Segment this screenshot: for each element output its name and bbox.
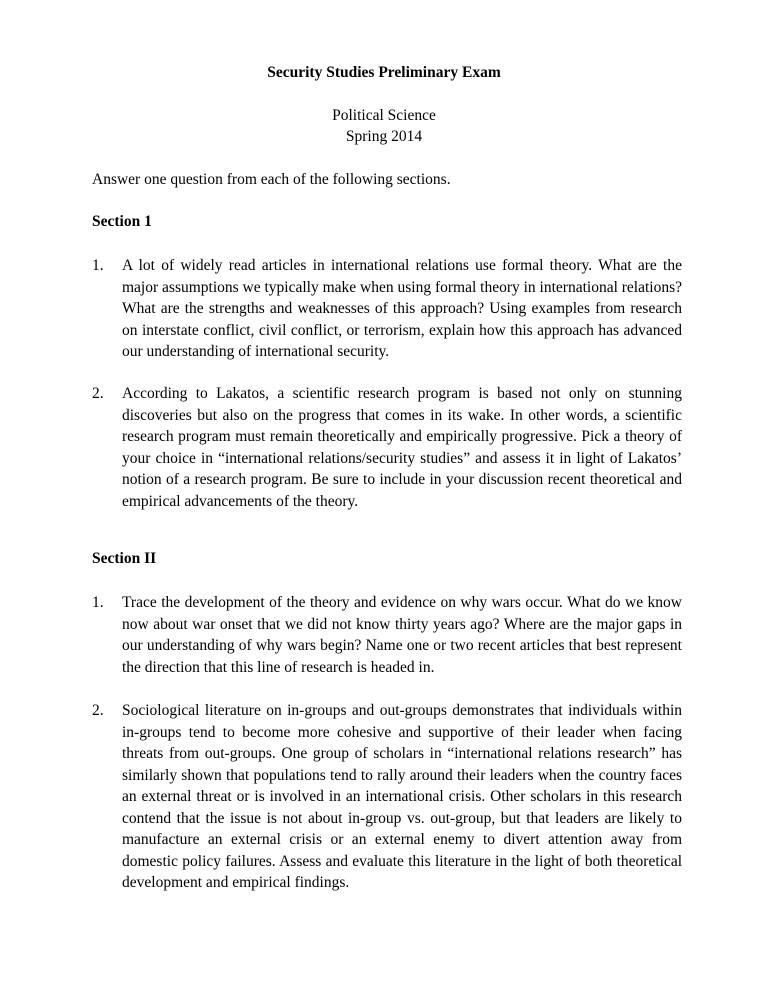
department-name: Political Science <box>332 107 436 124</box>
question-text: According to Lakatos, a scientific research program is based not only on stunning discoveries but also on the progress that comes in its wake. In other words, a scientific research program must remain theoretically and empirically progressive. Pick a theory of your choice in “international relations/security studies” and assess it in light of Lakatos’ notion of a research program. Be sure to include in your discussion recent theoretical and empirical advancements of the theory. <box>122 385 682 510</box>
question-item <box>92 383 682 512</box>
exam-title: Security Studies Preliminary Exam <box>267 64 501 81</box>
question-item <box>92 255 682 363</box>
question-number: 2. <box>92 385 104 402</box>
question-text: Sociological literature on in-groups and out-groups demonstrates that individuals within in-groups tend to become more cohesive and supportive of their leader when facing threats from out-groups. One group of scholars in “international relations research” has similarly shown that populations tend to rally around their leaders when the country faces an external threat or is involved in an international crisis. Other scholars in this research contend that the issue is not about in-group vs. out-group, but that leaders are likely to manufacture an external crisis or an external enemy to divert attention away from domestic policy failures. Assess and evaluate this literature in the light of both theoretical development and empirical findings. <box>122 702 682 891</box>
question-number: 1. <box>92 257 104 274</box>
section-2-heading: Section II <box>92 550 157 567</box>
instructions: Answer one question from each of the following sections. <box>92 171 451 188</box>
section-1-heading: Section 1 <box>92 213 152 230</box>
question-text: Trace the development of the theory and evidence on why wars occur. What do we know now about war onset that we did not know thirty years ago? Where are the major gaps in our understanding of why wars begin? Name one or two recent articles that best represent the direction that this line of research is headed in. <box>122 594 682 676</box>
question-item <box>92 700 682 894</box>
question-text: A lot of widely read articles in international relations use formal theory. What are the major assumptions we typically make when using formal theory in international relations? What are the strengths and weaknesses of this approach? Using examples from research on interstate conflict, civil conflict, or terrorism, explain how this approach has advanced our understanding of international security. <box>122 257 683 360</box>
question-item <box>92 592 682 678</box>
question-number: 2. <box>92 702 104 719</box>
exam-term: Spring 2014 <box>345 128 423 145</box>
question-number: 1. <box>92 594 104 611</box>
